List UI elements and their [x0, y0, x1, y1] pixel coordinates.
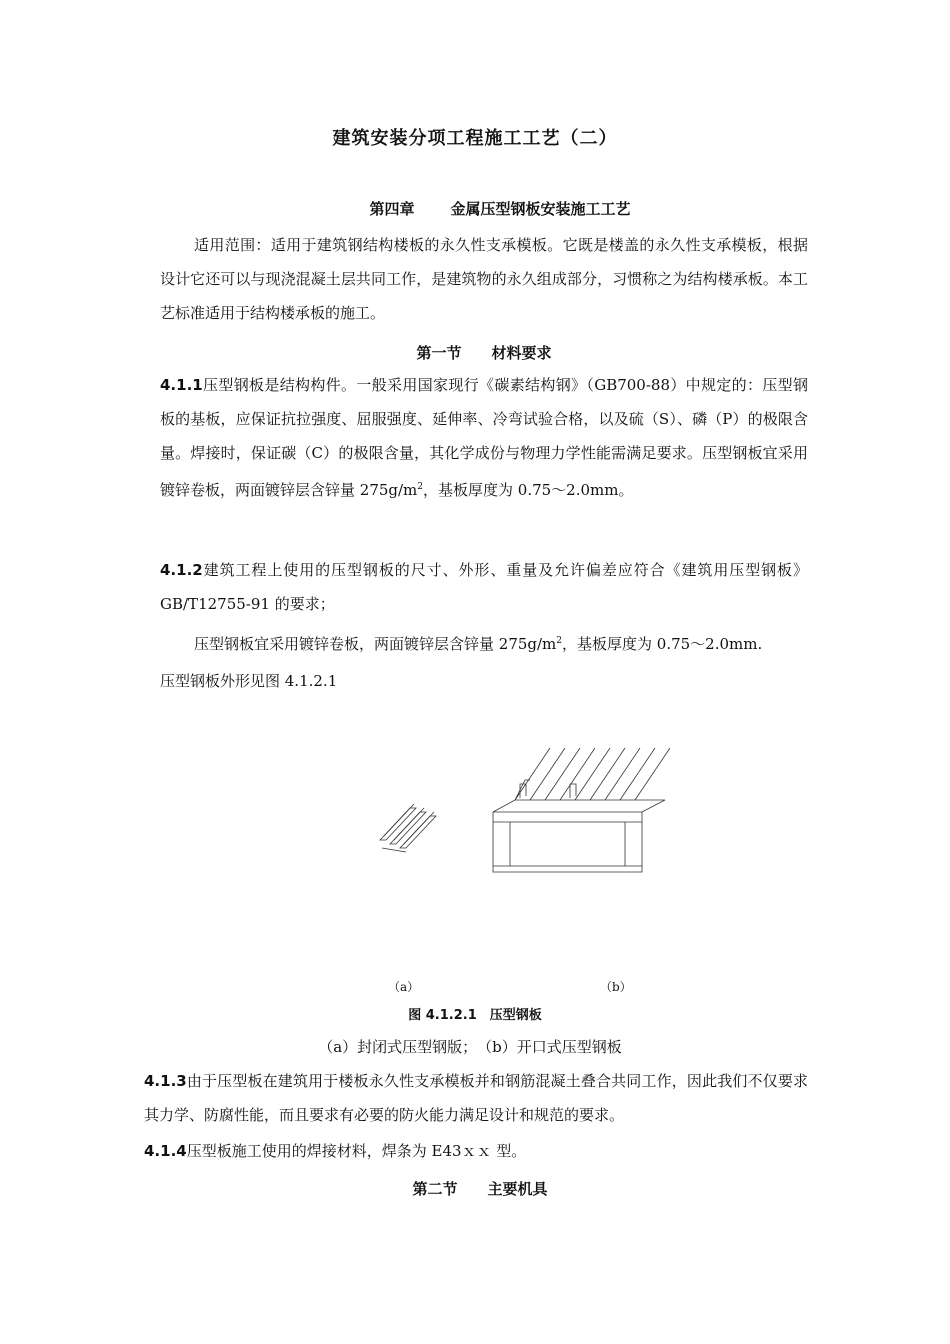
section-name: 主要机具	[487, 1180, 548, 1198]
clause-number: 4.1.4	[144, 1142, 187, 1160]
clause-text-cont: ，基板厚度为 0.75～2.0mm。	[423, 481, 634, 499]
paragraph-4-1-1	[160, 368, 808, 507]
document-title: 建筑安装分项工程施工工艺（二）	[332, 128, 618, 149]
scope-paragraph: 适用范围：适用于建筑钢结构楼板的永久性支承模板。它既是楼盖的永久性支承模板，根据设计它还可以与现浇混凝土层共同工作，是建筑物的永久组成部分，习惯称之为结构楼承板。本工艺标准适用于结构楼承板的施工。	[160, 236, 808, 322]
section-heading-2	[0, 1178, 950, 1199]
closed-profile-deck-drawing	[380, 804, 436, 852]
clause-text: 建筑工程上使用的压型钢板的尺寸、外形、重量及允许偏差应符合《建筑用压型钢板》GB/T12755-91 的要求；	[160, 561, 808, 613]
paragraph-4-1-3	[144, 1064, 808, 1132]
clause-text: 压型板施工使用的焊接材料，焊条为 E43ｘｘ 型。	[186, 1142, 527, 1160]
superscript: 2	[556, 636, 563, 646]
clause-text: 由于压型板在建筑用于楼板永久性支承模板并和钢筋混凝土叠合共同工作，因此我们不仅要求其力学、防腐性能，而且要求有必要的防火能力满足设计和规范的要求。	[144, 1072, 808, 1124]
figure-subtitle: （a）封闭式压型钢版； （b）开口式压型钢板	[318, 1038, 622, 1056]
clause-number: 4.1.2	[160, 561, 203, 579]
figure-title: 图 4.1.2.1 压型钢板	[408, 1008, 542, 1023]
section-name: 材料要求	[491, 344, 552, 362]
section-number: 第二节	[412, 1180, 458, 1198]
chapter-heading	[0, 198, 950, 219]
paragraph-4-1-2	[160, 553, 808, 621]
coating-text: 压型钢板宜采用镀锌卷板，两面镀锌层含锌量 275g/m	[194, 635, 557, 653]
chapter-name: 金属压型钢板安装施工工艺	[450, 200, 631, 218]
figure-label-b: （b）	[600, 980, 632, 994]
superscript: 2	[417, 482, 424, 492]
section-heading-1	[0, 342, 950, 363]
open-profile-deck-drawing	[493, 748, 670, 872]
coating-text-cont: ，基板厚度为 0.75～2.0mm.	[562, 635, 763, 653]
coating-line	[194, 633, 762, 654]
figure-reference-line: 压型钢板外形见图 4.1.2.1	[160, 672, 338, 690]
clause-text: 压型钢板是结构构件。一般采用国家现行《碳素结构钢》（GB700-88）中规定的：压型钢板的基板，应保证抗拉强度、屈服强度、延伸率、冷弯试验合格，以及硫（S）、磷（P）的极限含量。焊接时，保证碳（C）的极限含量，其化学成份与物理力学性能需满足要求。压型钢板宜采用镀锌卷板，两面镀锌层含锌量 275g/m	[160, 376, 808, 499]
section-number: 第一节	[416, 344, 462, 362]
paragraph-4-1-4	[144, 1134, 808, 1168]
steel-deck-figure	[370, 740, 670, 880]
chapter-number: 第四章	[369, 200, 415, 218]
clause-number: 4.1.3	[144, 1072, 187, 1090]
clause-number: 4.1.1	[160, 376, 203, 394]
figure-label-a: （a）	[388, 980, 420, 994]
